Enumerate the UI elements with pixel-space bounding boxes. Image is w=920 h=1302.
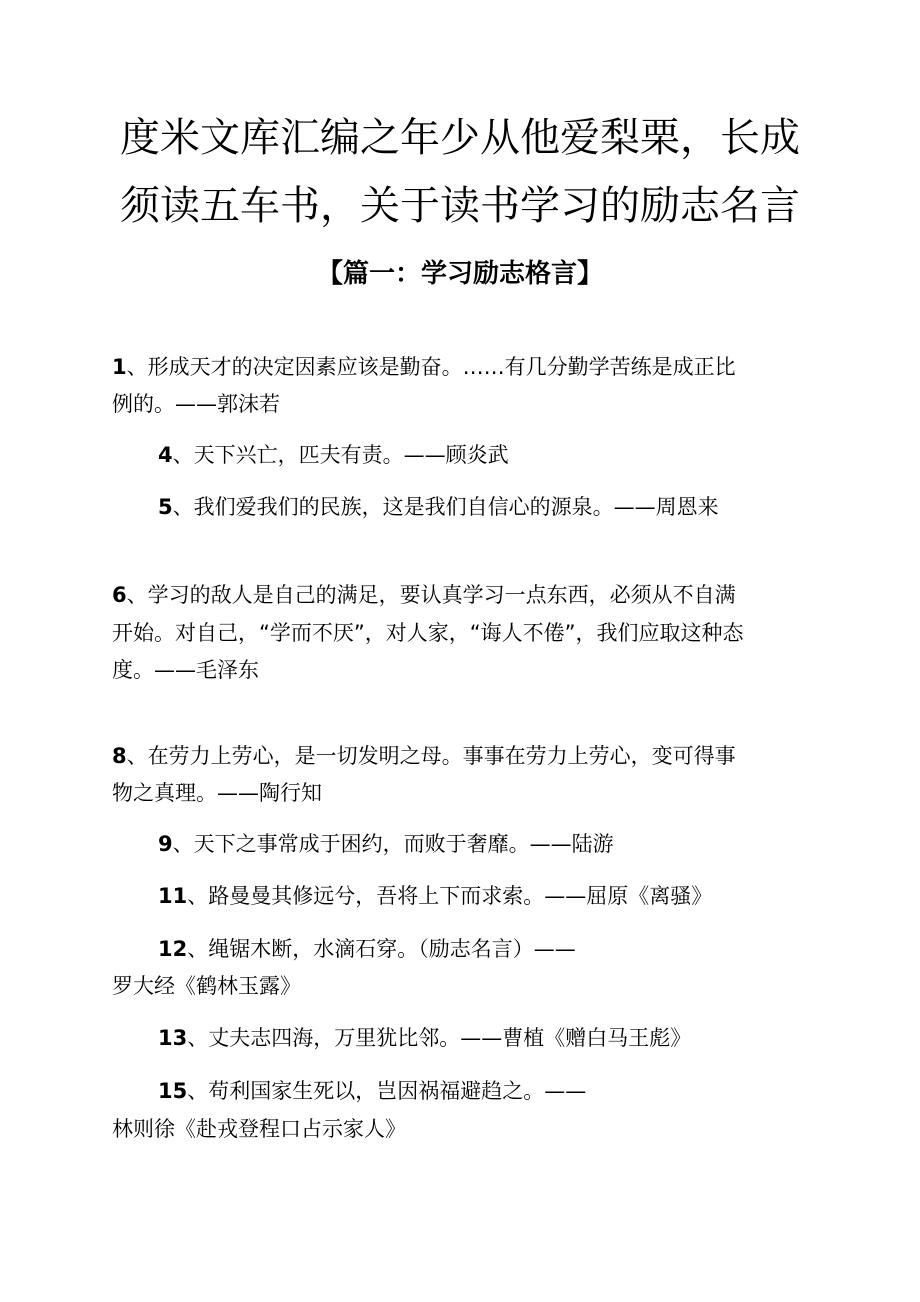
quote-text: 、绳锯木断，水滴石穿。（励志名言）—— [187, 937, 576, 961]
quote-number: 9 [158, 832, 173, 856]
quote-1-line-2: 例的。——郭沫若 [112, 392, 280, 416]
quote-15-line-1 [158, 1076, 586, 1106]
quote-13 [158, 1023, 691, 1053]
quote-number: 4 [158, 443, 173, 467]
quote-11 [158, 881, 712, 911]
document-title-line-2: 须读五车书，关于读书学习的励志名言 [120, 183, 800, 229]
quote-text: 、学习的敌人是自己的满足，要认真学习一点东西，必须从不自满 [126, 583, 736, 607]
section-heading: 【篇一：学习励志格言】 [316, 259, 603, 289]
quote-text: 、天下兴亡，匹夫有责。——顾炎武 [172, 443, 509, 467]
quote-12-line-2: 罗大经《鹤林玉露》 [112, 974, 301, 998]
quote-text: 、我们爱我们的民族，这是我们自信心的源泉。——周恩来 [172, 495, 719, 519]
quote-8-line-2: 物之真理。——陶行知 [112, 781, 322, 805]
quote-number: 11 [158, 884, 188, 908]
quote-text: 、形成天才的决定因素应该是勤奋。……有几分勤学苦练是成正比 [126, 355, 736, 379]
quote-text: 、丈夫志四海，万里犹比邻。——曹植《赠白马王彪》 [187, 1026, 692, 1050]
document-title-line-1: 度米文库汇编之年少从他爱梨栗，长成 [120, 115, 800, 161]
quote-6-line-1 [112, 580, 736, 610]
quote-text: 、路曼曼其修远兮，吾将上下而求索。——屈原《离骚》 [187, 884, 713, 908]
quote-6-line-3: 度。——毛泽东 [112, 658, 259, 682]
quote-8-line-1 [112, 741, 736, 771]
quote-number: 13 [158, 1026, 188, 1050]
quote-9 [158, 829, 614, 859]
quote-number: 1 [112, 355, 127, 379]
quote-number: 6 [112, 583, 127, 607]
quote-number: 8 [112, 744, 127, 768]
quote-text: 、在劳力上劳心，是一切发明之母。事事在劳力上劳心，变可得事 [126, 744, 736, 768]
quote-1-line-1 [112, 352, 736, 382]
quote-text: 、天下之事常成于困约，而败于奢靡。——陆游 [172, 832, 614, 856]
quote-6-line-2: 开始。对自己，“学而不厌”，对人家，“诲人不倦”，我们应取这种态 [112, 621, 744, 645]
quote-number: 12 [158, 937, 188, 961]
quote-15-line-2: 林则徐《赴戎登程口占示家人》 [112, 1117, 406, 1141]
quote-text: 、苟利国家生死以，岂因祸福避趋之。—— [187, 1079, 587, 1103]
quote-5 [158, 492, 719, 522]
quote-number: 15 [158, 1079, 188, 1103]
quote-12-line-1 [158, 934, 576, 964]
quote-4 [158, 440, 509, 470]
quote-number: 5 [158, 495, 173, 519]
